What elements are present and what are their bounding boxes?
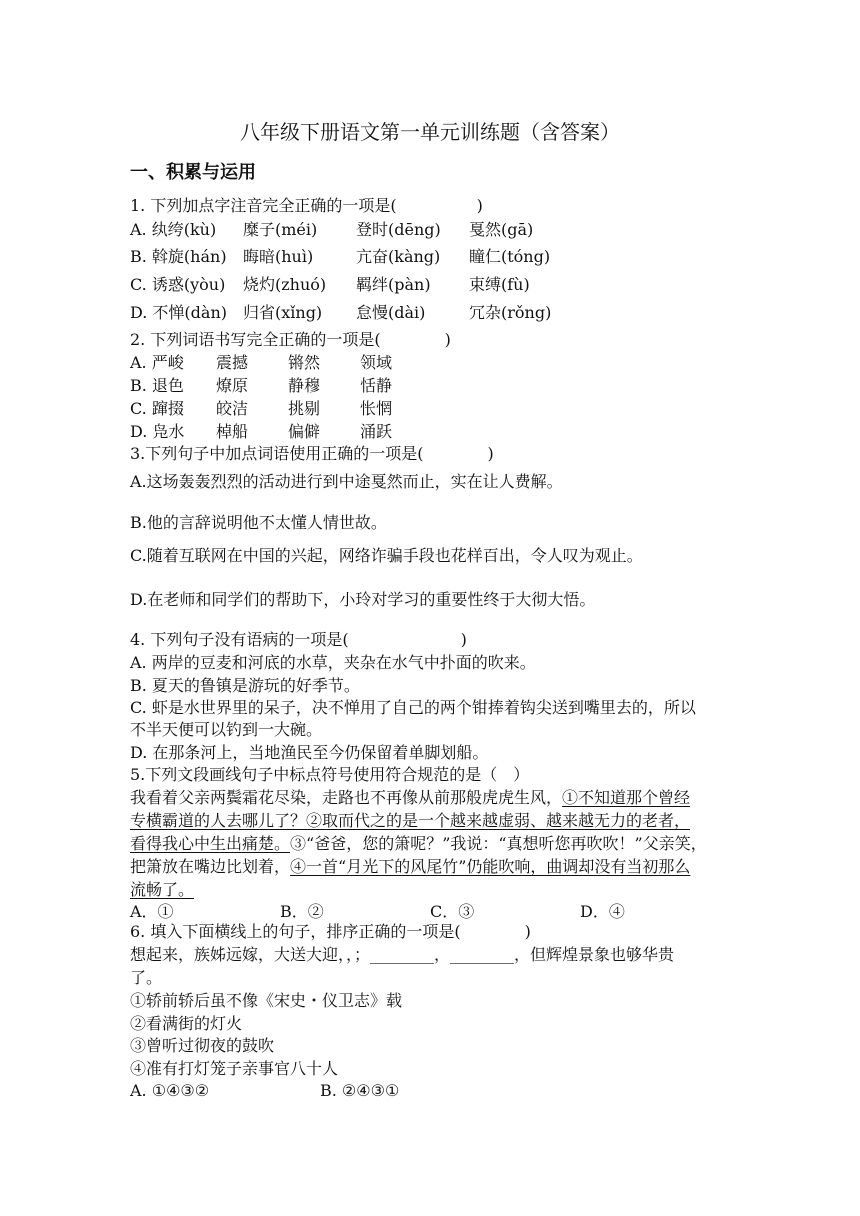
q5-option-b: B．② <box>280 902 324 921</box>
q6-passage-line-1: 想起来，族姊远嫁，大送大迎，，；________，________，但辉煌景象也够华贵 <box>130 945 675 964</box>
q6-item-4: ④准有打灯笼子亲事官八十人 <box>130 1059 339 1078</box>
q4-option-a: A. 两岸的豆麦和河底的水草，夹杂在水气中扑面的吹来。 <box>130 653 536 672</box>
q1-c-3: 羁绊(pàn) <box>356 275 431 294</box>
q5-passage-line-4 <box>130 857 690 877</box>
section-heading: 一、积累与运用 <box>130 162 256 183</box>
q2-b-2: 燎原 <box>216 376 249 395</box>
q3-option-c: C.随着互联网在中国的兴起，网络诈骗手段也花样百出，令人叹为观止。 <box>130 546 643 565</box>
q1-c-2: 烧灼(zhuó) <box>243 275 327 294</box>
q5-underlined-1: ①不知道那个曾经 <box>562 788 691 807</box>
q6-stem: 6. 填入下面横线上的句子，排序正确的一项是( ) <box>130 922 531 941</box>
q2-d-3: 偏僻 <box>288 422 321 441</box>
q1-b-2: 晦暗(huì) <box>243 247 314 266</box>
q3-option-a: A.这场轰轰烈烈的活动进行到中途戛然而止，实在让人费解。 <box>130 472 563 491</box>
q5-underlined-4-cont: 流畅了。 <box>130 880 195 899</box>
q2-a-4: 领域 <box>360 353 393 372</box>
q1-d-2: 归省(xǐng) <box>243 303 323 322</box>
q1-a-2: 糜子(méi) <box>243 220 318 239</box>
q5-underlined-2: ②取而代之的是一个越来越虚弱、越来越无力的老者， <box>306 811 691 830</box>
q2-option-b <box>130 376 392 396</box>
q5-stem: 5.下列文段画线句子中标点符号使用符合规范的是（ ） <box>130 765 530 784</box>
q5-option-d: D．④ <box>580 902 625 921</box>
q2-stem: 2. 下列词语书写完全正确的一项是( ) <box>130 330 451 349</box>
q5-underlined-4: ④一首“月光下的风尾竹”仍能吹响，曲调却没有当初那么 <box>290 857 691 876</box>
q1-b-4: 瞳仁(tóng) <box>469 247 551 266</box>
q1-option-d <box>130 303 551 323</box>
q5-passage-line-3 <box>130 834 707 854</box>
q5-passage-line-5 <box>130 880 194 900</box>
q6-item-1: ①轿前轿后虽不像《宋史・仪卫志》载 <box>130 991 403 1010</box>
q4-option-b: B. 夏天的鲁镇是游玩的好季节。 <box>130 676 360 695</box>
q4-stem: 4. 下列句子没有语病的一项是( ) <box>130 630 467 649</box>
q1-c-1: C. 诱惑(yòu) <box>130 275 226 294</box>
q6-options <box>130 1081 399 1101</box>
document-title: 八年级下册语文第一单元训练题（含答案） <box>240 120 620 144</box>
q2-c-3: 挑剔 <box>288 399 321 418</box>
q2-a-2: 震撼 <box>216 353 249 372</box>
q6-item-2: ②看满街的灯火 <box>130 1014 243 1033</box>
q3-option-b: B.他的言辞说明他不太懂人情世故。 <box>130 513 387 532</box>
q5-option-c: C．③ <box>430 902 475 921</box>
q2-c-4: 怅惘 <box>360 399 393 418</box>
q1-option-c <box>130 275 530 295</box>
q1-d-4: 冗杂(rǒng) <box>469 303 552 322</box>
q5-underlined-1-cont: 专横霸道的人去哪儿了？ <box>130 811 307 830</box>
q2-a-1: A. 严峻 <box>130 353 184 372</box>
q1-a-4: 戛然(gā) <box>469 220 534 239</box>
q2-d-4: 涌跃 <box>360 422 393 441</box>
q5-p1a: 我看着父亲两鬓霜花尽染，走路也不再像从前那般虎虎生风， <box>130 788 563 807</box>
q2-c-1: C. 蹿掇 <box>130 399 184 418</box>
q1-a-1: A. 纨绔(kù) <box>130 220 217 239</box>
q6-option-a: A. ①④③② <box>130 1081 210 1100</box>
q2-d-2: 棹船 <box>216 422 249 441</box>
q5-p4a: 把箫放在嘴边比划着， <box>130 857 291 876</box>
q5-passage-line-1 <box>130 788 690 808</box>
q5-options <box>130 902 625 922</box>
q2-b-1: B. 退色 <box>130 376 184 395</box>
q5-passage-line-2 <box>130 811 690 831</box>
q2-c-2: 皎洁 <box>216 399 249 418</box>
q1-c-4: 束缚(fù) <box>469 275 530 294</box>
q5-p3b: ③“爸爸，您的箫呢？”我说：“真想听您再吹吹！”父亲笑， <box>290 834 707 853</box>
q1-a-3: 登时(dēng) <box>356 220 441 239</box>
q4-option-c-cont: 不半天便可以钓到一大碗。 <box>130 720 323 739</box>
q4-option-c: C. 虾是水世界里的呆子，决不惮用了自己的两个钳捧着钩尖送到嘴里去的，所以 <box>130 698 696 717</box>
q1-d-3: 怠慢(dài) <box>356 303 426 322</box>
q3-stem: 3.下列句子中加点词语使用正确的一项是( ) <box>130 444 494 463</box>
q1-d-1: D. 不惮(dàn) <box>130 303 228 322</box>
q2-a-3: 锵然 <box>288 353 321 372</box>
q2-option-c <box>130 399 392 419</box>
q1-option-a <box>130 220 533 240</box>
q1-b-3: 亢奋(kàng) <box>356 247 441 266</box>
q3-option-d: D.在老师和同学们的帮助下，小玲对学习的重要性终于大彻大悟。 <box>130 590 596 609</box>
q2-b-4: 恬静 <box>360 376 393 395</box>
q2-d-1: D. 凫水 <box>130 422 185 441</box>
q5-option-a: A．① <box>130 902 174 921</box>
q6-option-b: B. ②④③① <box>320 1081 400 1100</box>
q1-b-1: B. 斡旋(hán) <box>130 247 227 266</box>
q2-option-a <box>130 353 392 373</box>
q2-b-3: 静穆 <box>288 376 321 395</box>
q1-option-b <box>130 247 550 267</box>
q6-item-3: ③曾听过彻夜的鼓吹 <box>130 1036 275 1055</box>
q1-stem: 1. 下列加点字注音完全正确的一项是( ) <box>130 196 483 215</box>
q6-passage-line-2: 了。 <box>130 968 163 987</box>
q4-option-d: D. 在那条河上，当地渔民至今仍保留着单脚划船。 <box>130 743 489 762</box>
q2-option-d <box>130 422 392 442</box>
q5-underlined-2-cont: 看得我心中生出痛楚。 <box>130 834 291 853</box>
